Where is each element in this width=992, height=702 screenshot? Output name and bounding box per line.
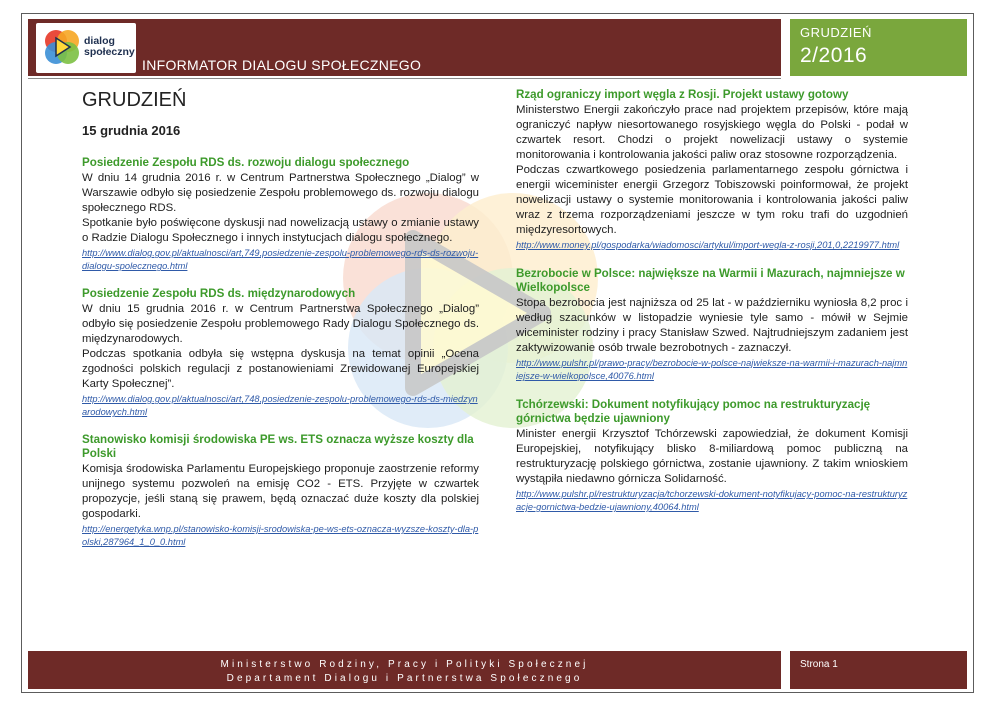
- article: [516, 398, 908, 514]
- article-link[interactable]: http://www.dialog.gov.pl/aktualnosci/art,748,posiedzenie-zespolu-problemowego-rds-ds-miedzynarodowych.html: [82, 394, 478, 417]
- footer-banner: [28, 651, 781, 689]
- article-link[interactable]: http://www.dialog.gov.pl/aktualnosci/art,749,posiedzenie-zespolu-problemowego-rds-ds-rozwoju-dialogu-spolecznego.html: [82, 248, 479, 271]
- article: [82, 287, 479, 419]
- article-title: Stanowisko komisji środowiska PE ws. ETS oznacza wyższe koszty dla Polski: [82, 433, 474, 460]
- article-paragraph: W dniu 15 grudnia 2016 r. w Centrum Partnerstwa Społecznego „Dialog” odbyło się posiedzenie Zespołu problemowego Rady Dialogu Społecznego ds. międzynarodowych.: [82, 303, 479, 345]
- article-paragraph: Komisja środowiska Parlamentu Europejskiego proponuje zaostrzenie reformy unijnego systemu pozwoleń na emisję CO2 - ETS. Przyjęte w czwartek propozycje, jeśli staną się prawem, będą oznaczać duże koszty dla polskiej gospodarki.: [82, 463, 479, 520]
- article-link[interactable]: http://www.pulshr.pl/restrukturyzacja/tchorzewski-dokument-notyfikujacy-pomoc-na-restrukturyzacje-gornictwa-bedzie-ujawniony,40064.html: [516, 489, 908, 512]
- logo-wordmark: dialog społeczny: [84, 35, 135, 58]
- article-paragraph: Spotkanie było poświęcone dyskusji nad nowelizacją ustawy o zmianie ustawy o Radzie Dialogu Społecznego i innych instytucjach dialogu społecznego.: [82, 217, 479, 244]
- dialog-logo: [36, 23, 136, 73]
- dialog-logo-icon: [42, 27, 82, 67]
- article-title: Bezrobocie w Polsce: największe na Warmii i Mazurach, najmniejsze w Wielkopolsce: [516, 267, 905, 294]
- issue-date-box: [790, 19, 967, 76]
- article: [516, 88, 908, 252]
- article-link[interactable]: http://energetyka.wnp.pl/stanowisko-komisji-srodowiska-pe-ws-ets-oznacza-wyzsze-koszty-dla-polski,287964_1_0_0.html: [82, 524, 479, 547]
- header-divider: [28, 78, 781, 79]
- article-body: [516, 296, 908, 356]
- article-paragraph: Minister energii Krzysztof Tchórzewski zapowiedział, że dokument Komisji Europejskiej, notyfikujący blisko 8-miliardową pomoc publiczną na restrukturyzację polskiego górnictwa, zostanie ujawniony. Z takim wnioskiem wystąpiła niedawno górnicza Solidarność.: [516, 428, 908, 485]
- article-paragraph: Stopa bezrobocia jest najniższa od 25 lat - w październiku wyniosła 8,2 proc i według szacunków w listopadzie wyniesie tyle samo - mówił w Sejmie wiceminister rodziny i pracy Stanisław Szwed. Najtrudniejszym zadaniem jest zaktywizowanie osób trwale bezrobotnych - zaznaczył.: [516, 297, 908, 354]
- article: [516, 267, 908, 383]
- article-title: Posiedzenie Zespołu RDS ds. rozwoju dialogu społecznego: [82, 156, 410, 169]
- right-column: [516, 88, 908, 529]
- issue-month: GRUDZIEŃ: [800, 25, 872, 40]
- article-paragraph: Ministerstwo Energii zakończyło prace nad projektem przepisów, które mają ograniczyć napływ niesortowanego rosyjskiego węgla do Polski - podał w czwartek resort. Chodzi o projekt nowelizacji ustawy o systemie monitorowania i kontrolowania jakości paliw oraz stosowne rozporządzenia.: [516, 104, 908, 161]
- footer-ministry: Ministerstwo Rodziny, Pracy i Polityki Społecznej: [220, 659, 589, 670]
- day-heading: 15 grudnia 2016: [82, 123, 181, 138]
- month-heading: GRUDZIEŃ: [82, 89, 187, 111]
- article-paragraph: W dniu 14 grudnia 2016 r. w Centrum Partnerstwa Społecznego „Dialog” w Warszawie odbyło się posiedzenie Zespołu problemowego ds. rozwoju dialogu społecznego RDS.: [82, 172, 479, 214]
- article-body: [516, 103, 908, 238]
- article: [82, 156, 479, 273]
- article-paragraph: Podczas czwartkowego posiedzenia parlamentarnego zespołu górnictwa i energii wiceminister energii Grzegorz Tobiszowski poinformował, że projekt nowelizacji ustawy o systemie monitorowania i kontrolowania jakości paliw wraz z trzema rozporządzeniami jeszcze w tym roku trafi do uzgodnień międzyresortowych.: [516, 164, 908, 236]
- article-body: [82, 302, 479, 392]
- page-number: Strona 1: [800, 659, 838, 670]
- article-title: Rząd ograniczy import węgla z Rosji. Projekt ustawy gotowy: [516, 88, 849, 101]
- article-body: [82, 462, 479, 522]
- article: [82, 433, 479, 549]
- article-body: [516, 427, 908, 487]
- issue-number: 2/2016: [800, 44, 868, 67]
- left-column: [82, 88, 479, 563]
- article-link[interactable]: http://www.pulshr.pl/prawo-pracy/bezrobocie-w-polsce-najwieksze-na-warmii-i-mazurach-najmniejsze-w-wielkopolsce,40076.html: [516, 358, 908, 381]
- article-body: [82, 171, 479, 246]
- publication-title: INFORMATOR DIALOGU SPOŁECZNEGO: [142, 57, 422, 73]
- page-number-box: [790, 651, 967, 689]
- article-title: Tchórzewski: Dokument notyfikujący pomoc na restrukturyzację górnictwa będzie ujawniony: [516, 398, 871, 425]
- article-paragraph: Podczas spotkania odbyła się wstępna dyskusja na temat opinii „Ocena zgodności polskich regulacji z postanowieniami Zrewidowanej Europejskiej Karty Społecznej”.: [82, 348, 479, 390]
- footer-department: Departament Dialogu i Partnerstwa Społecznego: [226, 673, 583, 684]
- header-banner: [28, 19, 781, 76]
- article-link[interactable]: http://www.money.pl/gospodarka/wiadomosci/artykul/import-wegla-z-rosji,201,0,2219977.html: [516, 240, 900, 250]
- article-title: Posiedzenie Zespołu RDS ds. międzynarodowych: [82, 287, 356, 300]
